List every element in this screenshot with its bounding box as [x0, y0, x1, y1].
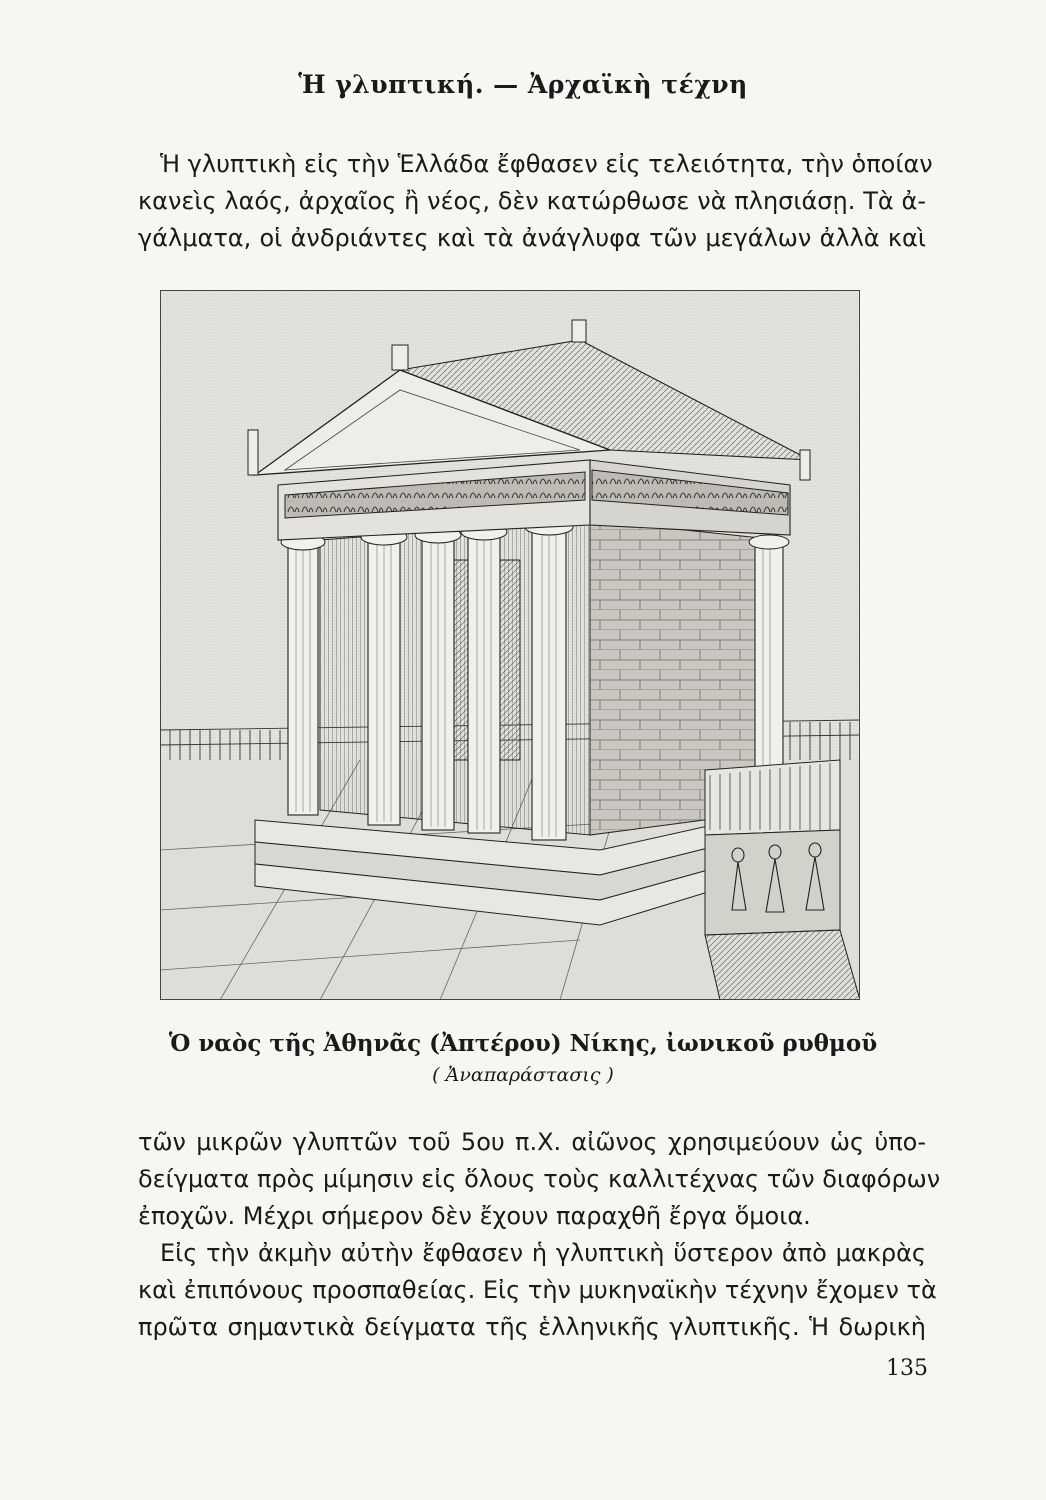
text-line: Εἰς τὴν ἀκμὴν αὐτὴν ἔφθασεν ἡ γλυπτικὴ ὕστερον ἀπὸ μακρὰς	[160, 1239, 926, 1267]
text-line: πρῶτα σημαντικὰ δείγματα τῆς ἑλληνικῆς γλυπτικῆς. Ἡ δωρικὴ	[138, 1313, 926, 1341]
text-line: τῶν μικρῶν γλυπτῶν τοῦ 5ου π.Χ. αἰῶνος χρησιμεύουν ὡς ὑπο-	[138, 1128, 926, 1156]
text-line: καὶ ἐπιπόνους προσπαθείας. Εἰς τὴν μυκηναϊκὴν τέχνην ἔχομεν τὰ	[138, 1276, 937, 1304]
text-line: γάλματα, οἱ ἀνδριάντες καὶ τὰ ἀνάγλυφα τῶν μεγάλων ἀλλὰ καὶ	[138, 224, 926, 252]
paragraph-intro	[138, 146, 933, 257]
page-number: 135	[886, 1356, 928, 1381]
parapet	[705, 760, 860, 1000]
section-heading: Ἡ γλυπτική. — Ἀρχαϊκὴ τέχνη	[298, 70, 748, 99]
figure-subcaption: ( Ἀναπαράστασις )	[432, 1064, 614, 1086]
paragraph-continued	[138, 1124, 941, 1235]
text-line: ἐποχῶν. Μέχρι σήμερον δὲν ἔχουν παραχθῆ ἔργα ὅμοια.	[138, 1202, 811, 1230]
text-line: δείγματα πρὸς μίμησιν εἰς ὅλους τοὺς καλλιτέχνας τῶν διαφόρων	[138, 1165, 941, 1193]
paragraph-next	[138, 1235, 937, 1346]
figure-caption: Ὁ ναὸς τῆς Ἀθηνᾶς (Ἀπτέρου) Νίκης, ἰωνικοῦ ρυθμοῦ	[168, 1030, 878, 1057]
text-line: Ἡ γλυπτικὴ εἰς τὴν Ἑλλάδα ἔφθασεν εἰς τελειότητα, τὴν ὁποίαν	[160, 150, 933, 178]
text-line: κανεὶς λαός, ἀρχαῖος ἢ νέος, δὲν κατώρθωσε νὰ πλησιάσῃ. Τὰ ἀ-	[138, 187, 926, 215]
temple-illustration	[160, 290, 860, 1000]
